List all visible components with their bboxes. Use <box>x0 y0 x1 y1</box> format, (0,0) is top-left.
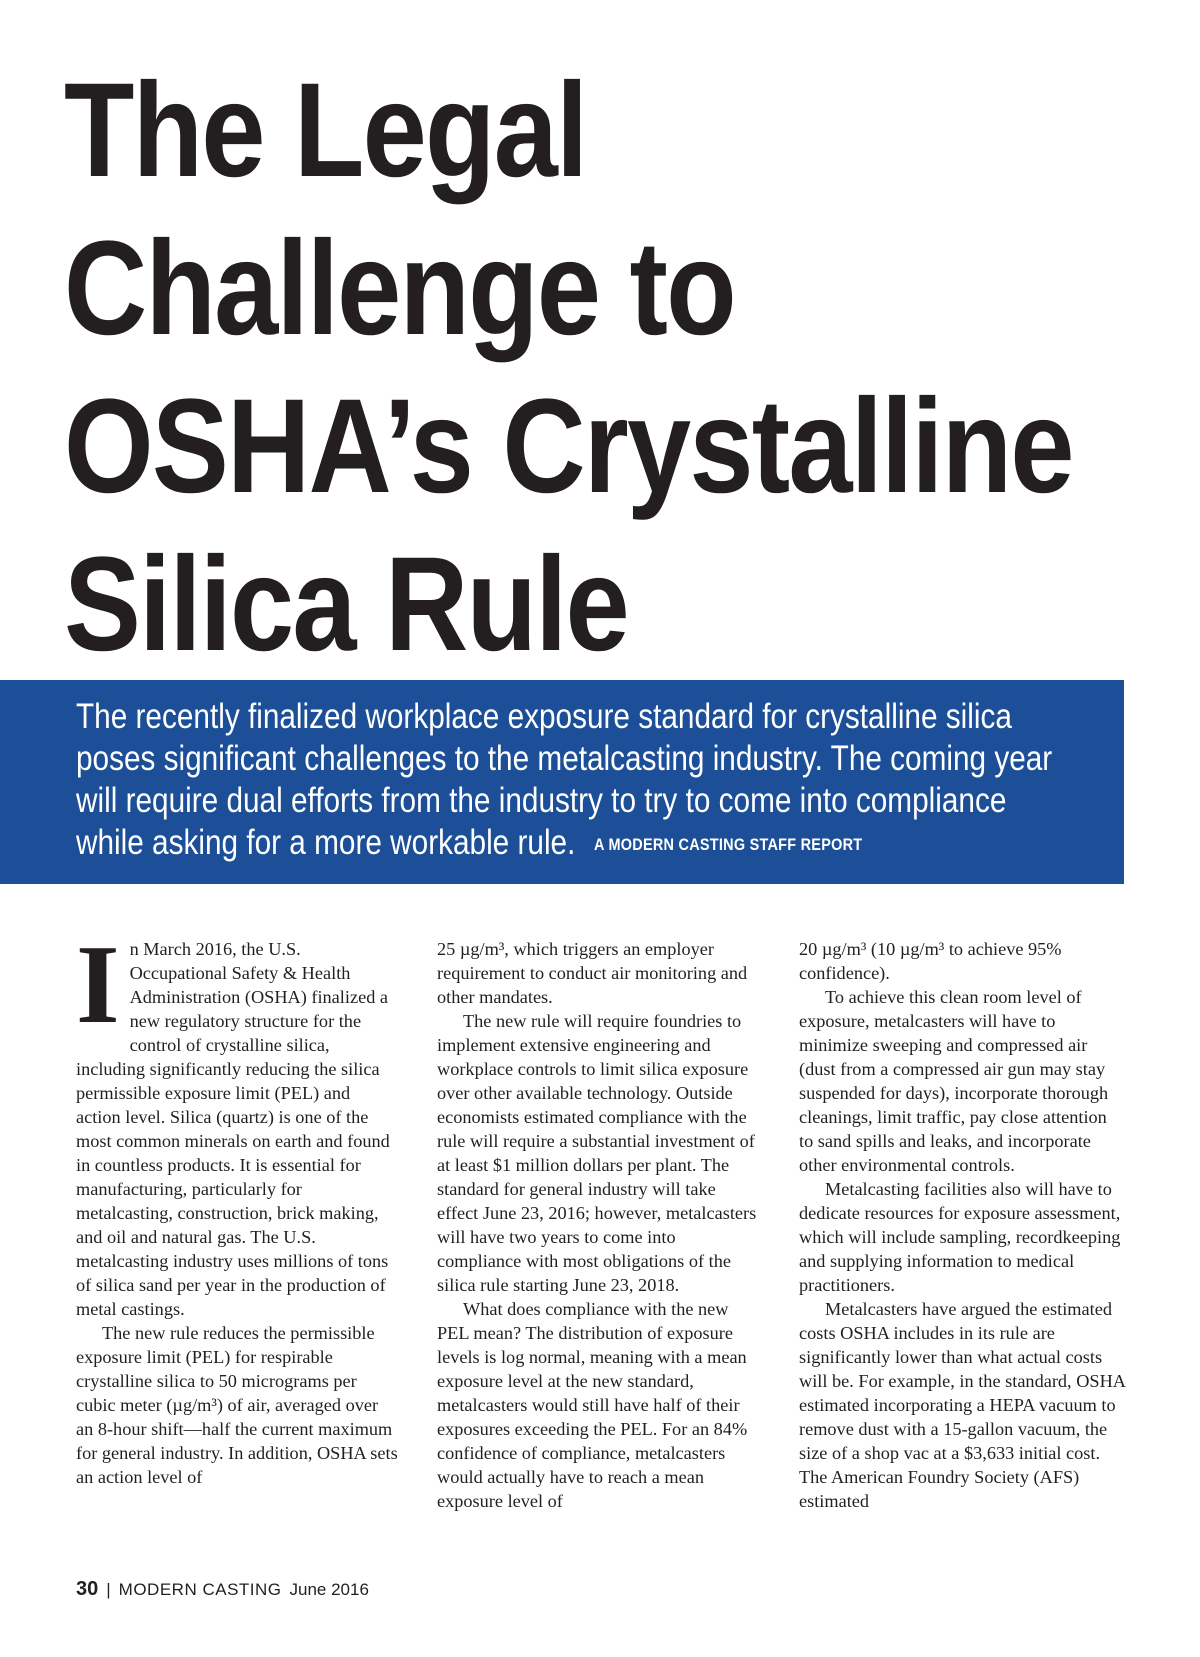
paragraph: The new rule reduces the permissible exposure limit (PEL) for respirable crystalline silica to 50 micrograms per cubic meter (µg/m³) of air, averaged over an 8-hour shift—half the current maximum for general industry. In addition, OSHA sets an action level of <box>76 1323 398 1487</box>
title-line-4: Silica Rule <box>64 530 628 679</box>
title-line-1: The Legal <box>64 56 587 205</box>
footer-separator: | <box>106 1580 111 1599</box>
deck-paragraph <box>76 696 1079 866</box>
issue-date: June 2016 <box>289 1580 369 1599</box>
paragraph: Metalcasting facilities also will have to dedicate resources for exposure assessment, which will include sampling, recordkeeping and supplying information to medical practitioners. <box>799 1179 1121 1295</box>
paragraph: What does compliance with the new PEL mean? The distribution of exposure levels is log normal, meaning with a mean exposure level at the new standard, metalcasters would still have half of their exposures exceeding the PEL. For an 84% confidence of compliance, metalcasters would actually have to reach a mean exposure level of <box>437 1299 748 1511</box>
title-line-3: OSHA’s Crystalline <box>64 372 1073 521</box>
paragraph: n March 2016, the U.S. Occupational Safety & Health Administration (OSHA) finalized a new regulatory structure for the control of crystalline silica, including significantly reducing the silica permissible exposure limit (PEL) and action level. Silica (quartz) is one of the most common minerals on earth and found in countless products. It is essential for manufacturing, particularly for metalcasting, construction, brick making, and oil and natural gas. The U.S. metalcasting industry uses millions of tons of silica sand per year in the production of metal castings. <box>76 939 390 1319</box>
drop-cap: I <box>76 923 120 1047</box>
paragraph: To achieve this clean room level of exposure, metalcasters will have to minimize sweeping and compressed air (dust from a compressed air gun may stay suspended for days), incorporate thorough cleanings, limit traffic, pay close attention to sand spills and leaks, and incorporate other environmental controls. <box>799 987 1109 1175</box>
deck-banner <box>0 680 1124 884</box>
column-1 <box>76 923 398 1489</box>
article-title <box>64 52 1073 684</box>
deck-text: The recently finalized workplace exposure standard for crystalline silica poses significant challenges to the metalcasting industry. The coming year will require dual efforts from the industry to try to come into compliance while asking for a more workable rule. <box>76 697 1053 862</box>
paragraph: 25 µg/m³, which triggers an employer requirement to conduct air monitoring and other mandates. <box>437 939 748 1007</box>
byline: A MODERN CASTING STAFF REPORT <box>594 835 863 854</box>
paragraph: Metalcasters have argued the estimated costs OSHA includes in its rule are significantly lower than what actual costs will be. For example, in the standard, OSHA estimated incorporating a HEPA vacuum to remove dust with a 15-gallon vacuum, the size of a shop vac at a $3,633 initial cost. The American Foundry Society (AFS) estimated <box>799 1299 1125 1511</box>
page-footer <box>76 1578 369 1601</box>
title-line-2: Challenge to <box>64 214 735 363</box>
paragraph: The new rule will require foundries to implement extensive engineering and workplace controls to limit silica exposure over other available technology. Outside economists estimated compliance with the rule will require a substantial investment of at least $1 million dollars per plant. The standard for general industry will take effect June 23, 2016; however, metalcasters will have two years to come into compliance with most obligations of the silica rule starting June 23, 2018. <box>437 1011 757 1295</box>
article-body <box>0 923 1200 1537</box>
column-2 <box>437 937 759 1513</box>
paragraph: 20 µg/m³ (10 µg/m³ to achieve 95% confidence). <box>799 939 1062 983</box>
page-number: 30 <box>76 1578 99 1600</box>
magazine-name: MODERN CASTING <box>118 1580 282 1599</box>
column-3 <box>799 937 1125 1513</box>
